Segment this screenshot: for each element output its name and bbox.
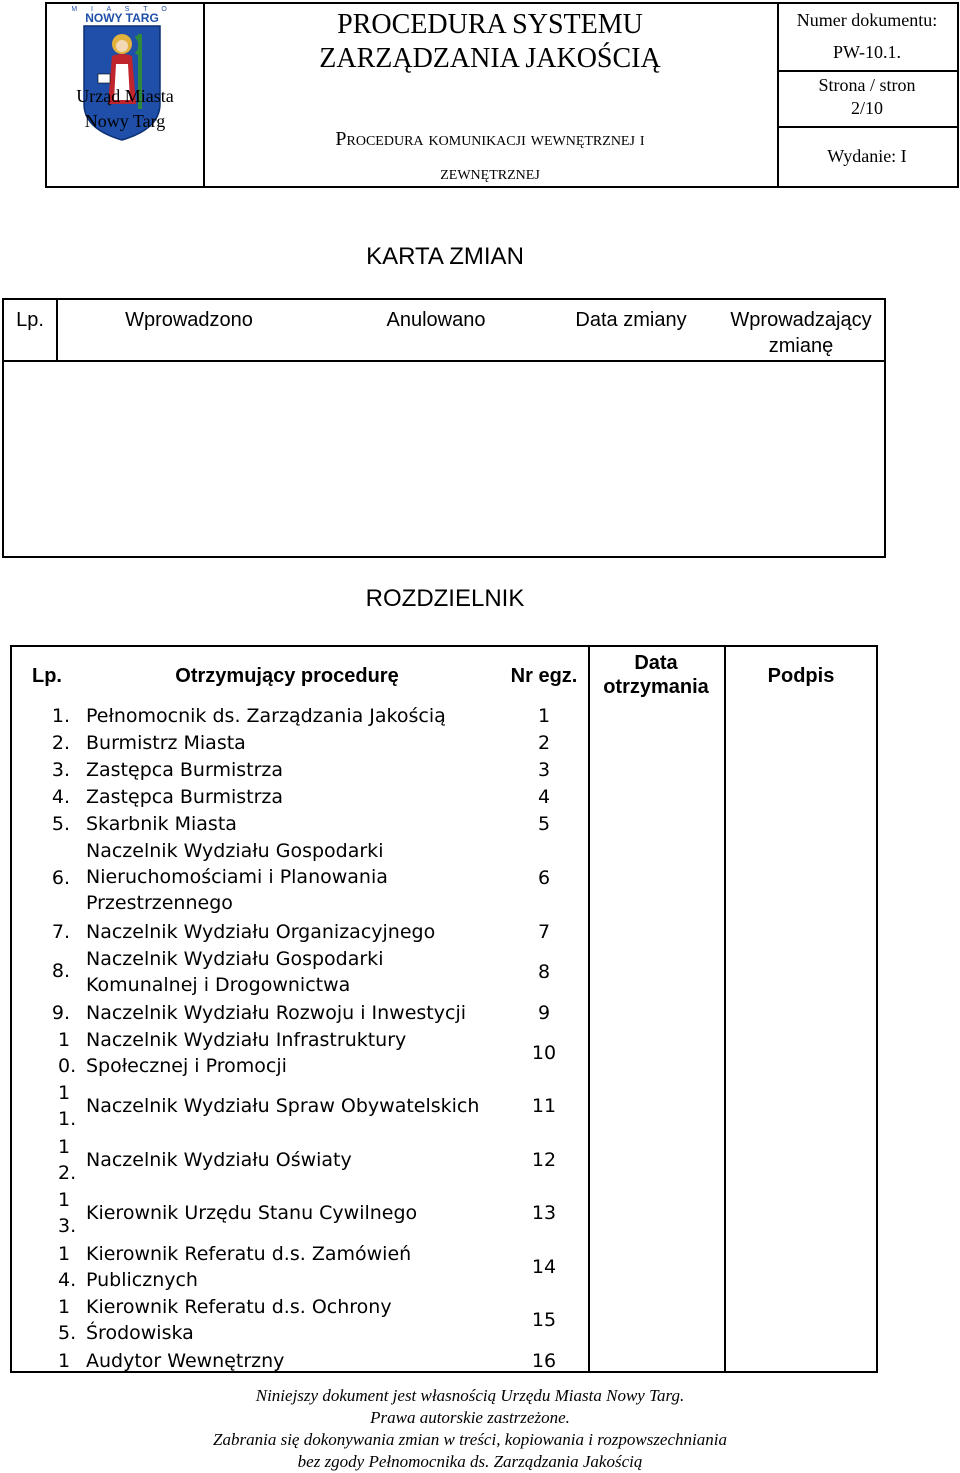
distribution-title: ROZDZIELNIK [365, 585, 525, 612]
copy-number: 3 [537, 759, 551, 781]
procedure-title [203, 8, 777, 76]
recipient-name: Burmistrz Miasta [86, 732, 246, 754]
col-copies: Nr egz. [510, 665, 578, 687]
copy-number: 10 [531, 1042, 557, 1064]
divider [4, 360, 884, 362]
footer-line-1: Niniejszy dokument jest własnością Urzędu Miasta Nowy Targ. [255, 1386, 685, 1405]
col-recipient: Otrzymujący procedurę [175, 665, 399, 687]
divider [588, 647, 590, 1371]
recipient-name: Zastępca Burmistrza [86, 759, 284, 781]
copy-number: 15 [531, 1309, 557, 1331]
office-cell [47, 4, 205, 186]
copy-number: 11 [531, 1095, 557, 1117]
col-signature: Podpis [767, 665, 835, 687]
copy-number: 16 [531, 1350, 557, 1372]
divider [777, 126, 957, 128]
copy-number: 5 [537, 813, 551, 835]
svg-text:M I A S T O: M I A S T O [72, 6, 172, 13]
copy-number: 13 [531, 1202, 557, 1224]
distribution-table [10, 645, 878, 1373]
copy-number: 9 [537, 1002, 551, 1024]
recipient-name: Naczelnik Wydziału Gospodarki Nieruchomościami i Planowania Przestrzennego [86, 840, 388, 914]
col-introduced: Wprowadzono [125, 309, 253, 331]
row-number: 6. [51, 867, 70, 889]
row-number: 7. [51, 921, 70, 943]
row-number: 5. [51, 813, 70, 835]
office-line-2: Nowy Targ [84, 111, 166, 131]
divider [56, 300, 58, 360]
subtitle-line-2: zewnętrznej [440, 162, 540, 184]
title-line-1: PROCEDURA SYSTEMU [337, 9, 643, 40]
office-name [47, 84, 203, 134]
doc-number-label: Numer dokumentu: [796, 10, 938, 30]
row-number: 9. [51, 1002, 70, 1024]
footer-line-3: Zabrania się dokonywania zmian w treści, kopiowania i rozpowszechniania [213, 1430, 727, 1449]
page-value: 2/10 [850, 98, 883, 118]
recipient-name: Naczelnik Wydziału Rozwoju i Inwestycji [86, 1002, 466, 1024]
row-number: 15. [58, 1296, 77, 1344]
title-line-2: ZARZĄDZANIA JAKOŚCIĄ [319, 43, 661, 74]
copy-number: 6 [537, 867, 551, 889]
divider [724, 647, 726, 1371]
row-number: 8. [51, 960, 70, 982]
office-line-1: Urząd Miasta [76, 86, 174, 106]
document-meta-cell [777, 4, 957, 186]
recipient-name: Naczelnik Wydziału Oświaty [86, 1149, 352, 1171]
row-number: 14. [58, 1243, 77, 1291]
col-lp: Lp. [16, 309, 44, 331]
document-header [45, 2, 959, 188]
copy-number: 1 [537, 705, 551, 727]
row-number: 4. [51, 786, 70, 808]
col-introduced-by: Wprowadzający zmianę [730, 309, 872, 357]
row-number: 1 [58, 1350, 71, 1372]
row-number: 10. [58, 1029, 77, 1077]
footer [0, 1385, 940, 1473]
subtitle-line-1: Procedura komunikacji wewnętrznej i [335, 128, 645, 150]
row-number: 2. [51, 732, 70, 754]
copy-number: 4 [537, 786, 551, 808]
copy-number: 8 [537, 961, 551, 983]
recipient-name: Kierownik Referatu d.s. Ochrony Środowiska [86, 1296, 392, 1344]
copy-number: 14 [531, 1256, 557, 1278]
recipient-name: Naczelnik Wydziału Organizacyjnego [86, 921, 436, 943]
copy-number: 12 [531, 1149, 557, 1171]
procedure-title-cell [203, 4, 779, 186]
recipient-name: Naczelnik Wydziału Infrastruktury Społecznej i Promocji [86, 1029, 407, 1077]
edition: Wydanie: I [827, 146, 907, 166]
recipient-name: Audytor Wewnętrzny [86, 1350, 285, 1372]
divider [777, 70, 957, 72]
recipient-name: Pełnomocnik ds. Zarządzania Jakością [86, 705, 446, 727]
svg-text:NOWY TARG: NOWY TARG [85, 11, 159, 25]
recipient-name: Naczelnik Wydziału Spraw Obywatelskich [86, 1095, 480, 1117]
col-date-received: Data otrzymania [603, 652, 709, 698]
row-number: 11. [58, 1082, 77, 1130]
changes-title: KARTA ZMIAN [366, 243, 524, 270]
recipient-name: Zastępca Burmistrza [86, 786, 284, 808]
col-lp: Lp. [32, 665, 62, 687]
copy-number: 2 [537, 732, 551, 754]
row-number: 1. [51, 705, 70, 727]
footer-line-4: bez zgody Pełnomocnika ds. Zarządzania Jakością [297, 1452, 643, 1471]
copy-number: 7 [537, 921, 551, 943]
doc-number: PW-10.1. [832, 42, 901, 62]
row-number: 12. [58, 1136, 77, 1184]
page-label: Strona / stron [818, 75, 916, 95]
col-change-date: Data zmiany [575, 309, 687, 331]
procedure-subtitle [203, 122, 777, 190]
table-row [12, 703, 588, 730]
row-number: 3. [51, 759, 70, 781]
row-number: 13. [58, 1189, 77, 1237]
col-cancelled: Anulowano [386, 309, 486, 331]
recipient-name: Kierownik Urzędu Stanu Cywilnego [86, 1202, 418, 1224]
changes-table [2, 298, 886, 558]
footer-line-2: Prawa autorskie zastrzeżone. [370, 1408, 570, 1427]
recipient-name: Kierownik Referatu d.s. Zamówień Publicznych [86, 1243, 412, 1291]
recipient-name: Naczelnik Wydziału Gospodarki Komunalnej i Drogownictwa [86, 948, 384, 996]
recipient-name: Skarbnik Miasta [86, 813, 237, 835]
